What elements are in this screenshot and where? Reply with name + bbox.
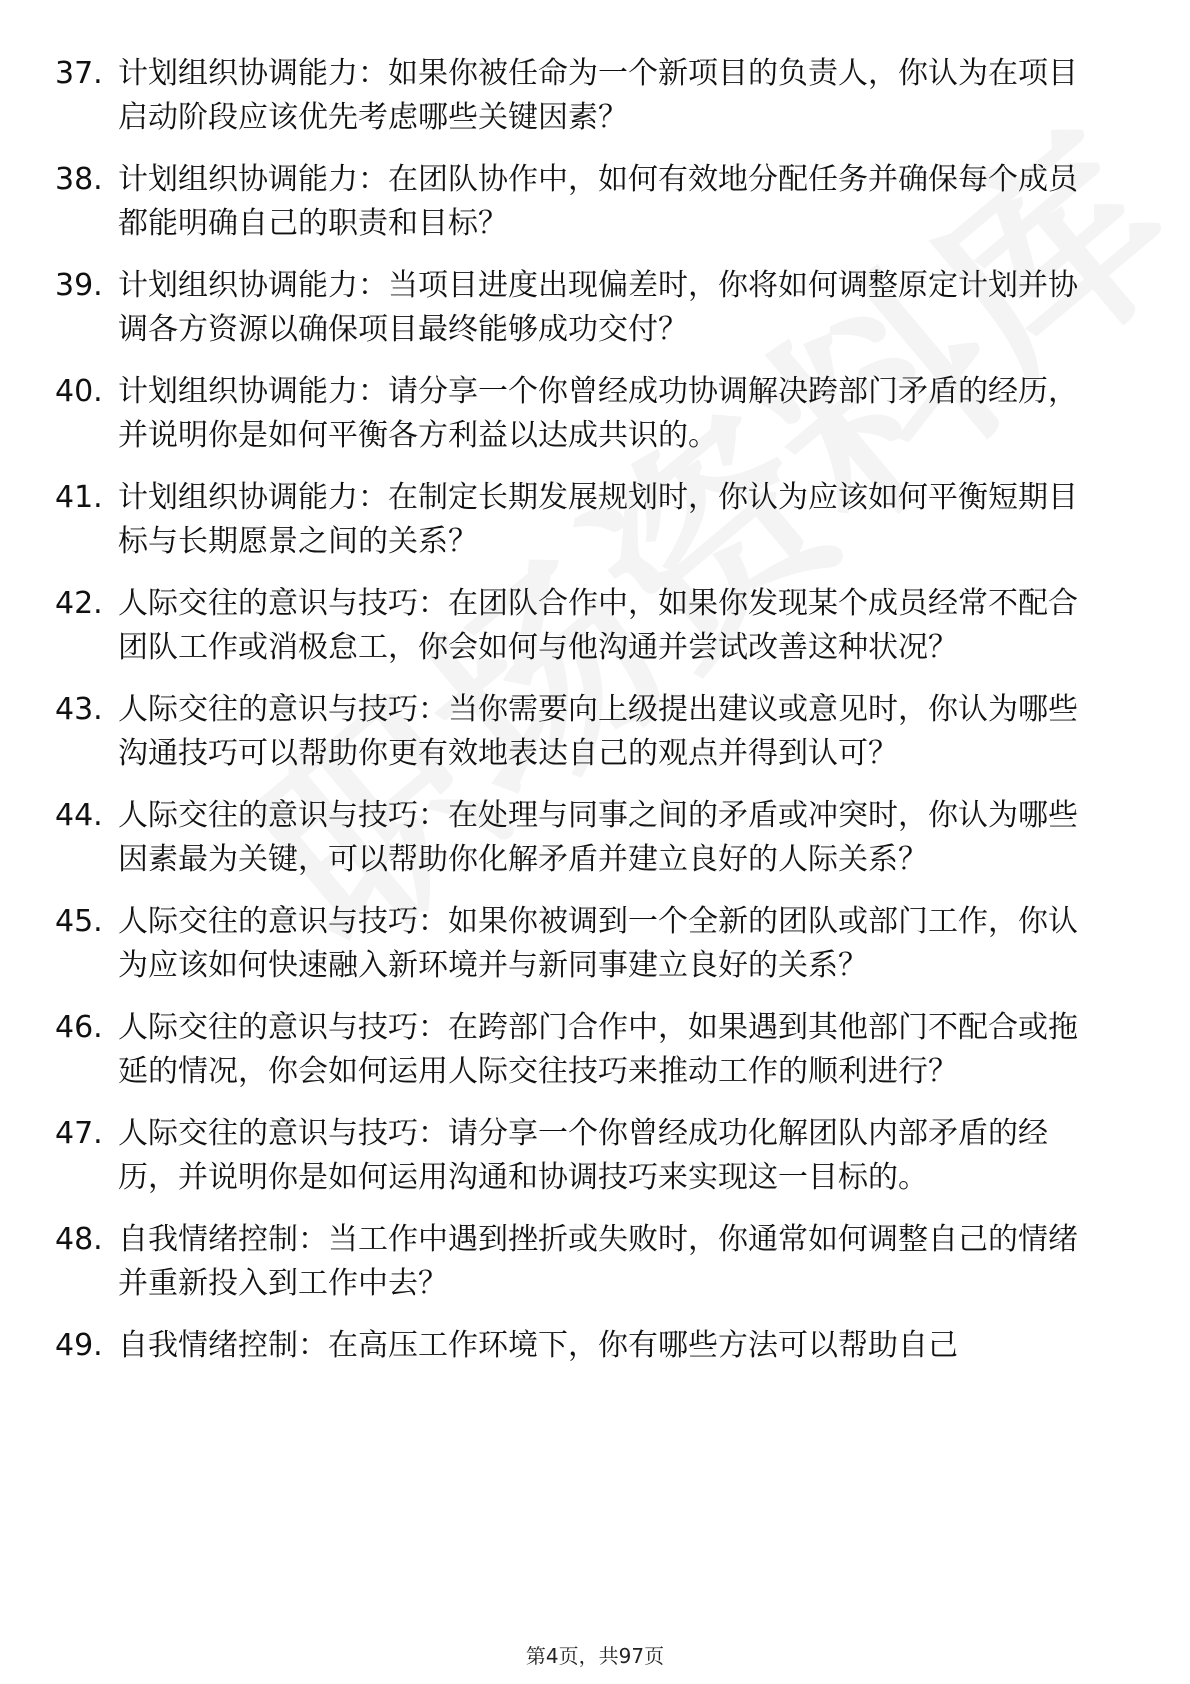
- list-item: [55, 476, 1105, 564]
- list-item: [55, 1218, 1105, 1306]
- list-item: [55, 1324, 1105, 1368]
- question-text: 计划组织协调能力：请分享一个你曾经成功协调解决跨部门矛盾的经历，并说明你是如何平衡各方利益以达成共识的。: [118, 374, 1078, 453]
- question-number: 42.: [55, 586, 103, 621]
- question-number: 46.: [55, 1010, 103, 1045]
- question-text: 计划组织协调能力：当项目进度出现偏差时，你将如何调整原定计划并协调各方资源以确保项目最终能够成功交付？: [118, 268, 1078, 347]
- question-text: 人际交往的意识与技巧：请分享一个你曾经成功化解团队内部矛盾的经历，并说明你是如何运用沟通和协调技巧来实现这一目标的。: [118, 1116, 1048, 1195]
- question-text: 自我情绪控制：当工作中遇到挫折或失败时，你通常如何调整自己的情绪并重新投入到工作中去？: [118, 1222, 1078, 1301]
- page-footer: 第4页，共97页: [525, 1644, 665, 1668]
- question-number: 38.: [55, 162, 103, 197]
- list-item: [55, 794, 1105, 882]
- list-item: [55, 582, 1105, 670]
- list-item: [55, 688, 1105, 776]
- question-text: 计划组织协调能力：在制定长期发展规划时，你认为应该如何平衡短期目标与长期愿景之间的关系？: [118, 480, 1078, 559]
- question-list: [55, 52, 1105, 1386]
- question-text: 计划组织协调能力：在团队协作中，如何有效地分配任务并确保每个成员都能明确自己的职责和目标？: [118, 162, 1078, 241]
- question-text: 自我情绪控制：在高压工作环境下，你有哪些方法可以帮助自己: [118, 1328, 958, 1363]
- list-item: [55, 1112, 1105, 1200]
- list-item: [55, 1006, 1105, 1094]
- list-item: [55, 264, 1105, 352]
- question-number: 41.: [55, 480, 103, 515]
- list-item: [55, 158, 1105, 246]
- list-item: [55, 900, 1105, 988]
- question-number: 43.: [55, 692, 103, 727]
- question-number: 40.: [55, 374, 103, 409]
- question-number: 37.: [55, 56, 103, 91]
- question-text: 人际交往的意识与技巧：在处理与同事之间的矛盾或冲突时，你认为哪些因素最为关键，可以帮助你化解矛盾并建立良好的人际关系？: [118, 798, 1078, 877]
- list-item: [55, 370, 1105, 458]
- question-text: 人际交往的意识与技巧：当你需要向上级提出建议或意见时，你认为哪些沟通技巧可以帮助你更有效地表达自己的观点并得到认可？: [118, 692, 1078, 771]
- question-number: 48.: [55, 1222, 103, 1257]
- list-item: [55, 52, 1105, 140]
- question-text: 人际交往的意识与技巧：在团队合作中，如果你发现某个成员经常不配合团队工作或消极怠工，你会如何与他沟通并尝试改善这种状况？: [118, 586, 1078, 665]
- question-number: 49.: [55, 1328, 103, 1363]
- question-number: 45.: [55, 904, 103, 939]
- question-text: 人际交往的意识与技巧：如果你被调到一个全新的团队或部门工作，你认为应该如何快速融入新环境并与新同事建立良好的关系？: [118, 904, 1078, 983]
- question-text: 计划组织协调能力：如果你被任命为一个新项目的负责人，你认为在项目启动阶段应该优先考虑哪些关键因素？: [118, 56, 1078, 135]
- question-number: 47.: [55, 1116, 103, 1151]
- question-text: 人际交往的意识与技巧：在跨部门合作中，如果遇到其他部门不配合或拖延的情况，你会如何运用人际交往技巧来推动工作的顺利进行？: [118, 1010, 1078, 1089]
- question-number: 44.: [55, 798, 103, 833]
- question-number: 39.: [55, 268, 103, 303]
